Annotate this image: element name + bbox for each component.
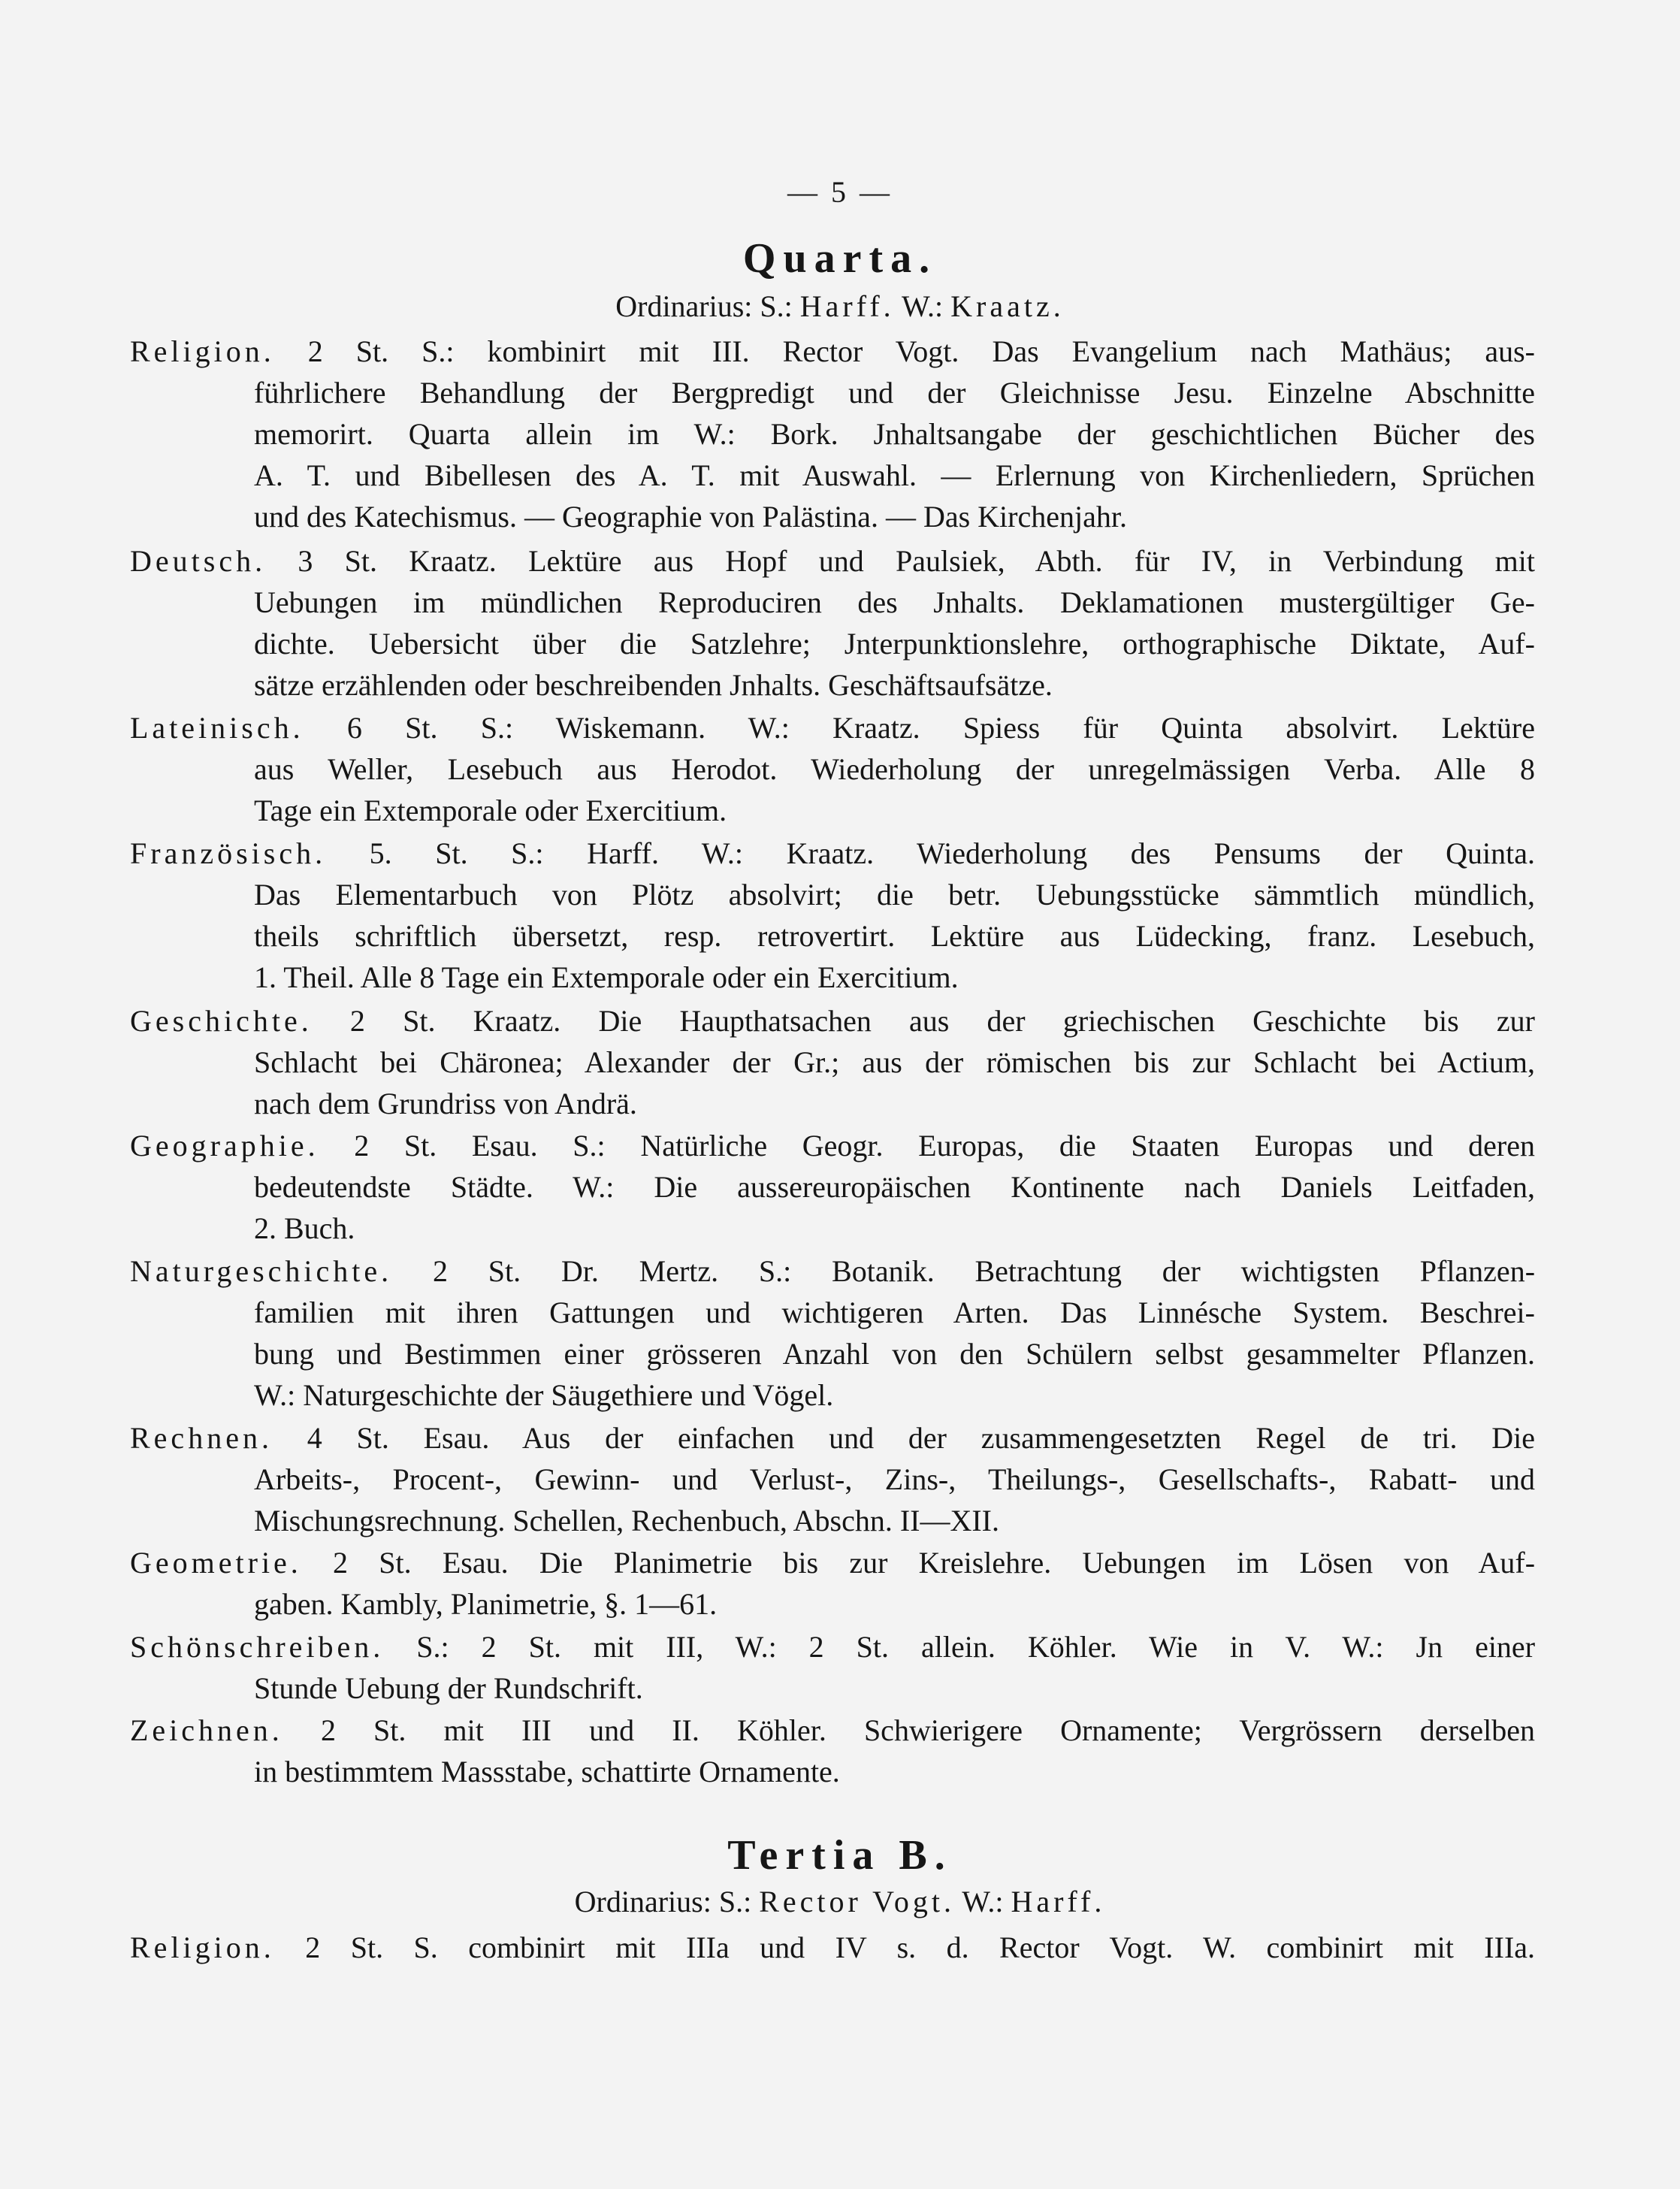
entry-line — [130, 331, 1535, 372]
entry-line — [130, 1927, 1535, 1968]
entry-line: Arbeits-, Procent-, Gewinn- und Verlust-, Zins-, Theilungs-, Gesellschafts-, Rabatt- und — [254, 1462, 1535, 1496]
ordinarius-label: Ordinarius: — [615, 289, 753, 323]
entry-franzoesisch — [130, 833, 1535, 998]
entry-line — [130, 1125, 1535, 1166]
entry-line: theils schriftlich übersetzt, resp. retrovertirt. Lektüre aus Lüdecking, franz. Lesebuch, — [254, 919, 1535, 953]
subject-religion: Religion. — [130, 334, 275, 368]
entry-line: W.: Naturgeschichte der Säugethiere und Vögel. — [254, 1378, 834, 1412]
entry-line: in bestimmtem Massstabe, schattirte Ornamente. — [254, 1755, 840, 1788]
entry-text: 5. St. S.: Harff. W.: Kraatz. Wiederholung des Pensums der Quinta. — [369, 836, 1535, 870]
entry-line: Stunde Uebung der Rundschrift. — [254, 1671, 643, 1705]
entry-line: und des Katechismus. — Geographie von Palästina. — Das Kirchenjahr. — [254, 500, 1127, 534]
entry-line — [130, 1626, 1535, 1667]
entry-text: 2 St. Esau. Die Planimetrie bis zur Kreislehre. Uebungen im Lösen von Auf- — [333, 1546, 1535, 1580]
subject-geometrie: Geometrie. — [130, 1546, 302, 1580]
entry-naturgeschichte — [130, 1250, 1535, 1416]
entry-schoenschreiben — [130, 1626, 1535, 1709]
ordinarius-winter-name: Kraatz. — [950, 289, 1065, 323]
ordinarius-winter-label: W.: — [901, 289, 944, 323]
entry-religion — [130, 331, 1535, 537]
ordinarius-winter-label: W.: — [962, 1885, 1004, 1918]
entry-line: gaben. Kambly, Planimetrie, §. 1—61. — [254, 1587, 718, 1621]
entry-text: 2 St. Dr. Mertz. S.: Botanik. Betrachtung der wichtigsten Pflanzen- — [432, 1254, 1535, 1288]
entry-text: 3 St. Kraatz. Lektüre aus Hopf und Paulsiek, Abth. für IV, in Verbindung mit — [298, 544, 1535, 578]
entry-line: führlichere Behandlung der Bergpredigt und der Gleichnisse Jesu. Einzelne Abschnitte — [254, 376, 1535, 410]
entry-line: Mischungsrechnung. Schellen, Rechenbuch, Abschn. II—XII. — [254, 1504, 999, 1537]
ordinarius-summer-name: Harff. — [799, 289, 895, 323]
section-title-quarta: Quarta. — [742, 235, 938, 282]
ordinarius-tertia-b — [0, 1884, 1680, 1919]
entry-line — [130, 707, 1535, 748]
entry-line — [130, 540, 1535, 582]
entry-line: Schlacht bei Chäronea; Alexander der Gr.; aus der römischen bis zur Schlacht bei Actium, — [254, 1045, 1535, 1079]
entry-line — [130, 1250, 1535, 1292]
entry-text: S.: 2 St. mit III, W.: 2 St. allein. Köhler. Wie in V. W.: Jn einer — [416, 1630, 1535, 1664]
entry-line: 2. Buch. — [254, 1211, 355, 1245]
subject-naturgeschichte: Naturgeschichte. — [130, 1254, 393, 1288]
entry-deutsch — [130, 540, 1535, 706]
entry-line: familien mit ihren Gattungen und wichtigeren Arten. Das Linnésche System. Beschrei- — [254, 1296, 1535, 1329]
entry-geschichte — [130, 1000, 1535, 1124]
entry-line: Uebungen im mündlichen Reproduciren des Jnhalts. Deklamationen mustergültiger Ge- — [254, 585, 1535, 619]
entry-line — [130, 1000, 1535, 1042]
entry-line — [130, 833, 1535, 874]
ordinarius-label: Ordinarius: — [574, 1885, 712, 1918]
entry-text: 2 St. Kraatz. Die Haupthatsachen aus der griechischen Geschichte bis zur — [349, 1004, 1535, 1038]
entry-line — [130, 1542, 1535, 1583]
entry-line: 1. Theil. Alle 8 Tage ein Extemporale oder ein Exercitium. — [254, 960, 959, 994]
entry-text: 4 St. Esau. Aus der einfachen und der zusammengesetzten Regel de tri. Die — [307, 1421, 1535, 1455]
subject-geschichte: Geschichte. — [130, 1004, 313, 1038]
entry-line: sätze erzählenden oder beschreibenden Jnhalts. Geschäftsaufsätze. — [254, 668, 1053, 702]
ordinarius-summer-label: S.: — [718, 1885, 752, 1918]
subject-deutsch: Deutsch. — [130, 544, 267, 578]
page-number: — 5 — — [787, 175, 893, 209]
entry-line: Das Elementarbuch von Plötz absolvirt; die betr. Uebungsstücke sämmtlich mündlich, — [254, 878, 1535, 912]
subject-geographie: Geographie. — [130, 1129, 319, 1163]
entry-text: 2 St. mit III und II. Köhler. Schwierigere Ornamente; Vergrössern derselben — [320, 1713, 1535, 1747]
entry-line: nach dem Grundriss von Andrä. — [254, 1087, 637, 1120]
entry-text: 2 St. S. combinirt mit IIIa und IV s. d. Rector Vogt. W. combinirt mit IIIa. — [305, 1930, 1535, 1964]
entry-line: dichte. Uebersicht über die Satzlehre; Jnterpunktionslehre, orthographische Diktate, Auf- — [254, 627, 1535, 661]
subject-zeichnen: Zeichnen. — [130, 1713, 283, 1747]
subject-lateinisch: Lateinisch. — [130, 711, 304, 745]
entry-line — [130, 1710, 1535, 1751]
subject-religion: Religion. — [130, 1930, 275, 1964]
entry-rechnen — [130, 1417, 1535, 1541]
entry-line: Tage ein Extemporale oder Exercitium. — [254, 794, 727, 827]
subject-schoenschreiben: Schönschreiben. — [130, 1630, 385, 1664]
entry-line: aus Weller, Lesebuch aus Herodot. Wiederholung der unregelmässigen Verba. Alle 8 — [254, 752, 1535, 786]
entry-religion-tertia-b — [130, 1927, 1535, 1968]
entry-line: bedeutendste Städte. W.: Die aussereuropäischen Kontinente nach Daniels Leitfaden, — [254, 1170, 1535, 1204]
entry-line — [130, 1417, 1535, 1459]
entry-text: 6 St. S.: Wiskemann. W.: Kraatz. Spiess für Quinta absolvirt. Lektüre — [346, 711, 1535, 745]
section-title-tertia-b: Tertia B. — [727, 1832, 953, 1879]
entry-text: 2 St. S.: kombinirt mit III. Rector Vogt. Das Evangelium nach Mathäus; aus- — [307, 334, 1535, 368]
ordinarius-summer-label: S.: — [760, 289, 793, 323]
ordinarius-winter-name: Harff. — [1011, 1885, 1106, 1918]
entry-lateinisch — [130, 707, 1535, 831]
ordinarius-quarta — [0, 289, 1680, 324]
entry-line: memorirt. Quarta allein im W.: Bork. Jnhaltsangabe der geschichtlichen Bücher des — [254, 417, 1535, 451]
entry-text: 2 St. Esau. S.: Natürliche Geogr. Europas, die Staaten Europas und deren — [354, 1129, 1535, 1163]
entry-geographie — [130, 1125, 1535, 1249]
entry-zeichnen — [130, 1710, 1535, 1792]
entry-line: bung und Bestimmen einer grösseren Anzahl von den Schülern selbst gesammelter Pflanzen. — [254, 1337, 1535, 1371]
subject-rechnen: Rechnen. — [130, 1421, 273, 1455]
entry-line: A. T. und Bibellesen des A. T. mit Auswahl. — Erlernung von Kirchenliedern, Sprüchen — [254, 458, 1535, 492]
entry-geometrie — [130, 1542, 1535, 1625]
ordinarius-summer-name: Rector Vogt. — [759, 1885, 955, 1918]
subject-franzoesisch: Französisch. — [130, 836, 327, 870]
